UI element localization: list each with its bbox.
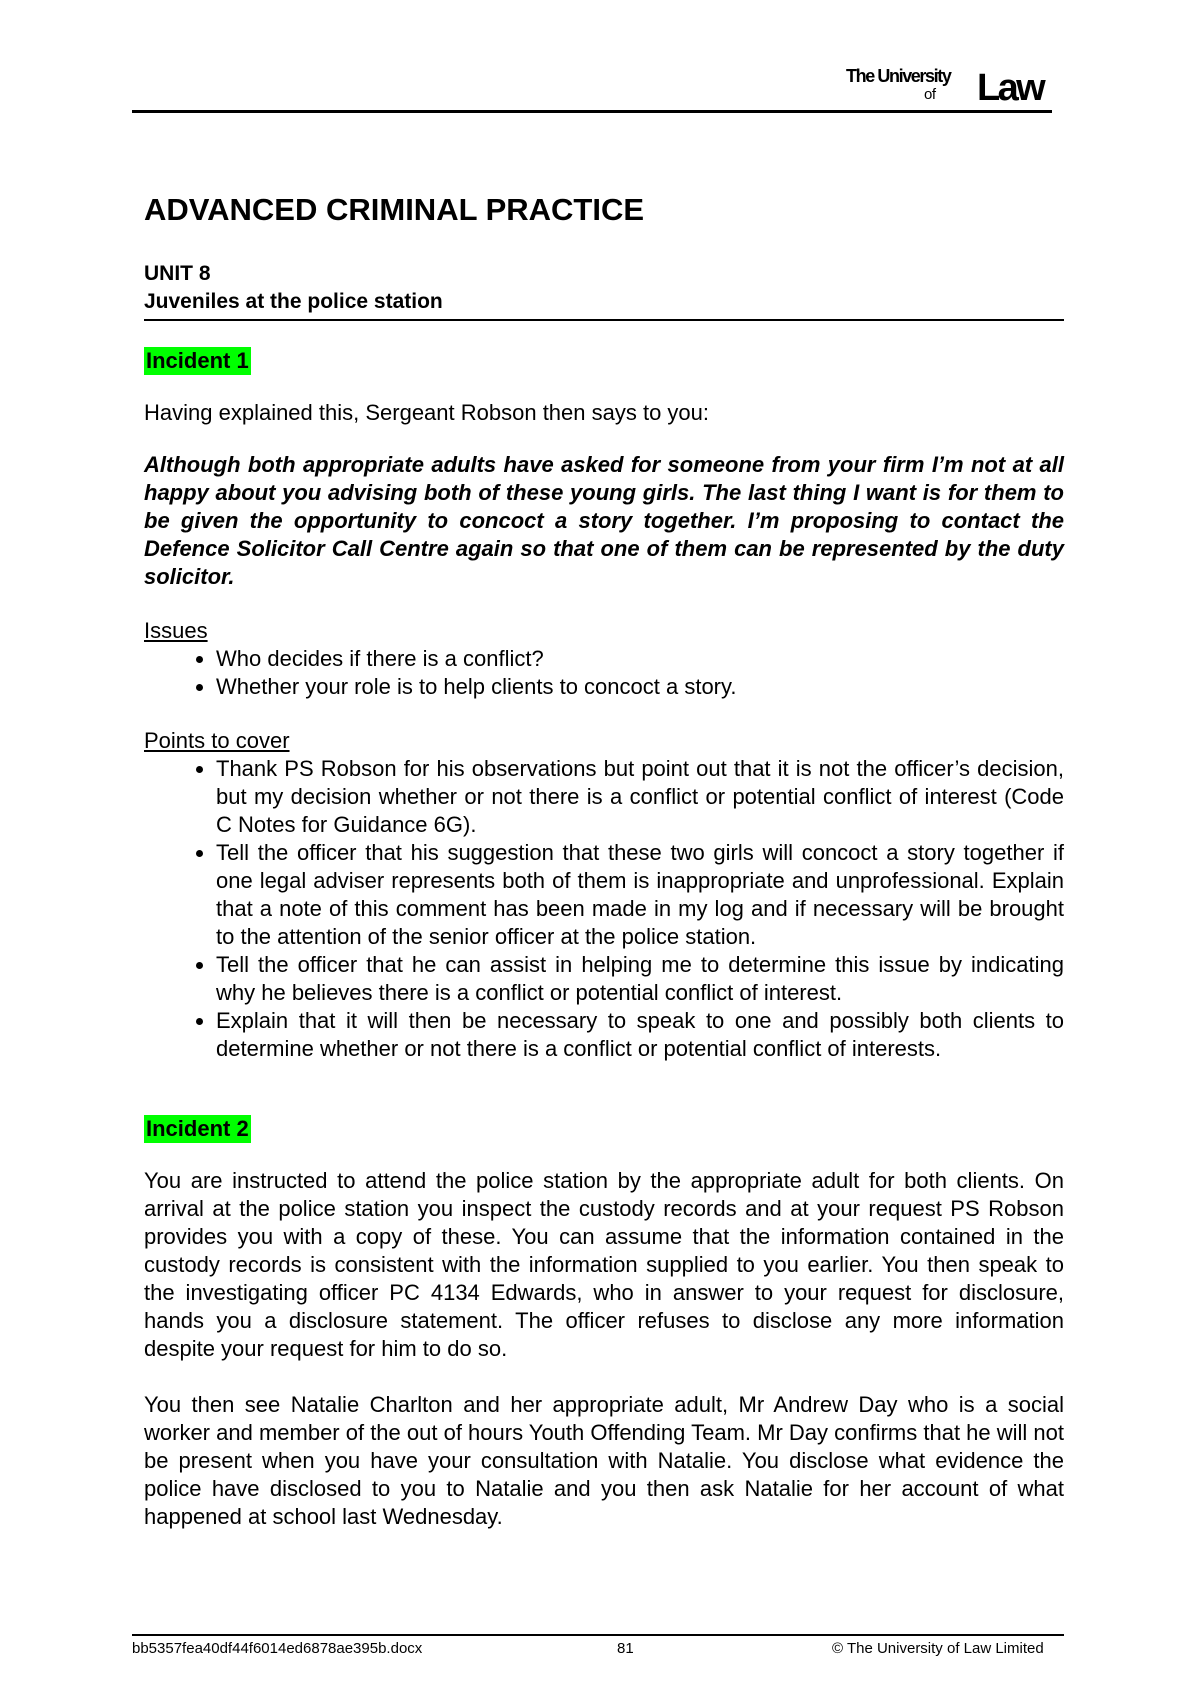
footer-divider <box>132 1634 1064 1636</box>
issues-heading: Issues <box>144 618 208 643</box>
list-item: • Whether your role is to help clients to concoct a story. <box>216 673 1064 701</box>
points-list <box>144 755 1064 1063</box>
logo-line-1: The University <box>846 66 951 86</box>
unit-number: UNIT 8 <box>144 262 211 285</box>
footer-copyright: © The University of Law Limited <box>832 1640 1044 1657</box>
logo-line-2: of <box>924 86 936 103</box>
list-item: • Tell the officer that his suggestion that these two girls will concoct a story together if one legal adviser represents both of them is inappropriate and unprofessional. Explain that a note of this comment has been made in my log and if necessary will be brought to the attention of the senior officer at the police station. <box>216 839 1064 951</box>
incident-2-label: Incident 2 <box>146 1116 249 1141</box>
footer-filename: bb5357fea40df44f6014ed6878ae395b.docx <box>132 1640 423 1657</box>
unit-title: Juveniles at the police station <box>144 288 1064 321</box>
list-item: • Who decides if there is a conflict? <box>216 645 1064 673</box>
incident-2-paragraph-2: You then see Natalie Charlton and her appropriate adult, Mr Andrew Day who is a social worker and member of the out of hours Youth Offending Team. Mr Day confirms that he will not be present when you have your consultation with Natalie. You disclose what evidence the police have disclosed to you to Natalie and you then ask Natalie for her account of what happened at school last Wednesday. <box>144 1392 1064 1529</box>
officer-quote: Although both appropriate adults have asked for someone from your firm I’m not at all happy about you advising both of these young girls. The last thing I want is for them to be given the opportunity to concoct a story together. I’m proposing to contact the Defence Solicitor Call Centre again so that one of them can be represented by the duty solicitor. <box>144 452 1064 589</box>
issues-list <box>144 645 1064 701</box>
university-logo <box>846 66 1056 108</box>
header-divider <box>132 110 1052 113</box>
intro-paragraph: Having explained this, Sergeant Robson then says to you: <box>144 400 710 425</box>
incident-2-paragraph-1: You are instructed to attend the police station by the appropriate adult for both clients. On arrival at the police station you inspect the custody records and at your request PS Robson provides you with a copy of these. You can assume that the information contained in the custody records is consistent with the information supplied to you earlier. You then speak to the investigating officer PC 4134 Edwards, who in answer to your request for disclosure, hands you a disclosure statement. The officer refuses to disclose any more information despite your request for him to do so. <box>144 1168 1064 1361</box>
document-body <box>144 192 1064 1531</box>
list-item: • Explain that it will then be necessary to speak to one and possibly both clients to determine whether or not there is a conflict or potential conflict of interests. <box>216 1007 1064 1063</box>
incident-1-label: Incident 1 <box>146 348 249 373</box>
points-heading: Points to cover <box>144 728 290 753</box>
list-item: • Tell the officer that he can assist in helping me to determine this issue by indicating why he believes there is a conflict or potential conflict of interest. <box>216 951 1064 1007</box>
list-item: • Thank PS Robson for his observations but point out that it is not the officer’s decision, but my decision whether or not there is a conflict or potential conflict of interest (Code C Notes for Guidance 6G). <box>216 755 1064 839</box>
document-title: ADVANCED CRIMINAL PRACTICE <box>144 192 645 227</box>
footer-page-number: 81 <box>617 1640 634 1657</box>
logo-line-3: Law <box>977 67 1044 109</box>
